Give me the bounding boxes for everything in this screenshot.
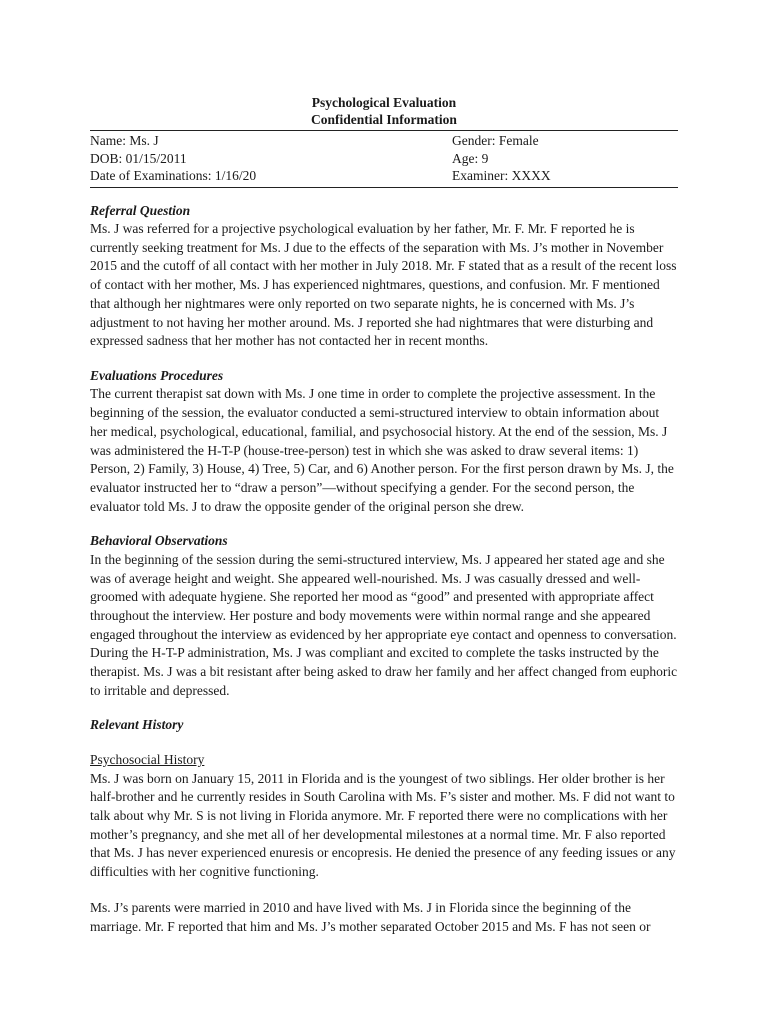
patient-gender: Gender: Female: [452, 133, 539, 148]
patient-info-table: [90, 130, 678, 188]
behavioral-section: [90, 532, 678, 700]
procedures-text: The current therapist sat down with Ms. J one time in order to complete the projective assessment. In the beginning of the session, the evaluator conducted a semi-structured interview to obtain information about her medical, psychological, educational, familial, and psychosocial history. At the end of the session, Ms. J was administered the H-T-P (house-tree-person) test in which she was asked to draw several items: 1) Person, 2) Family, 3) House, 4) Tree, 5) Car, and 6) Another person. For the first person drawn by Ms. J, the evaluator instructed her to “draw a person”—without specifying a gender. For the second person, the evaluator told Ms. J to draw the opposite gender of the original person she drew.: [90, 386, 674, 514]
psychosocial-text-continued: Ms. J’s parents were married in 2010 and have lived with Ms. J in Florida since the beginning of the marriage. Mr. F reported that him and Ms. J’s mother separated October 2015 and Ms. F has not seen or: [90, 899, 651, 934]
referral-heading: Referral Question: [90, 202, 191, 218]
patient-name: Name: Ms. J: [90, 133, 159, 148]
history-heading: Relevant History: [90, 717, 184, 733]
document-page: [90, 94, 678, 936]
history-section: [90, 716, 678, 936]
patient-dob: DOB: 01/15/2011: [90, 150, 187, 166]
document-title: Psychological Evaluation: [311, 95, 457, 110]
info-row: [90, 150, 678, 168]
procedures-section: [90, 367, 678, 516]
behavioral-text: In the beginning of the session during the semi-structured interview, Ms. J appeared her stated age and she was of average height and weight. She appeared well-nourished. Ms. J was casually dressed and well-groomed with adequate hygiene. She reported her mood as “good” and presented with appropriate affect throughout the interview. Her posture and body movements were within normal range and she appeared engaged throughout the interview as evidenced by her appropriate eye contact and openness to conversation. During the H-T-P administration, Ms. J was compliant and excited to complete the tasks instructed by the therapist. Ms. J was a bit resistant after being asked to draw her family and her affect changed from euphoric to irritable and depressed.: [90, 551, 678, 698]
document-subtitle: Confidential Information: [311, 112, 457, 127]
behavioral-heading: Behavioral Observations: [90, 533, 228, 549]
psychosocial-text: Ms. J was born on January 15, 2011 in Florida and is the youngest of two siblings. Her older brother is her half-brother and he currently resides in South Carolina with Ms. F’s sister and mother. Ms. F did not want to talk about why Mr. S is not living in Florida anymore. Mr. F reported there were no complications with her mother’s pregnancy, and she met all of her developmental milestones at a normal time. Mr. F also reported that Ms. J has never experienced enuresis or encopresis. He denied the presence of any feeding issues or any difficulties with her cognitive functioning.: [90, 770, 676, 880]
psychosocial-heading: Psychosocial History: [90, 751, 205, 767]
info-row: [90, 167, 678, 185]
examiner: Examiner: XXXX: [452, 168, 551, 183]
info-row: [90, 132, 678, 150]
procedures-heading: Evaluations Procedures: [90, 367, 224, 383]
exam-date: Date of Examinations: 1/16/20: [90, 168, 257, 183]
patient-age: Age: 9: [452, 150, 489, 166]
referral-text: Ms. J was referred for a projective psychological evaluation by her father, Mr. F. Mr. F reported he is currently seeking treatment for Ms. J due to the effects of the separation with Ms. J’s mother in November 2015 and the cutoff of all contact with her mother in July 2018. Mr. F stated that as a result of the recent loss of contact with her mother, Ms. J has experienced nightmares, questions, and confusion. Mr. F mentioned that although her nightmares were only reported on two separate nights, he is concerned with Ms. J’s adjustment to not having her mother around. Ms. J reported she had nightmares that were disturbing and expressed sadness that her mother has not contacted her in recent months.: [90, 221, 677, 349]
referral-section: [90, 202, 678, 351]
document-header: [90, 94, 678, 128]
